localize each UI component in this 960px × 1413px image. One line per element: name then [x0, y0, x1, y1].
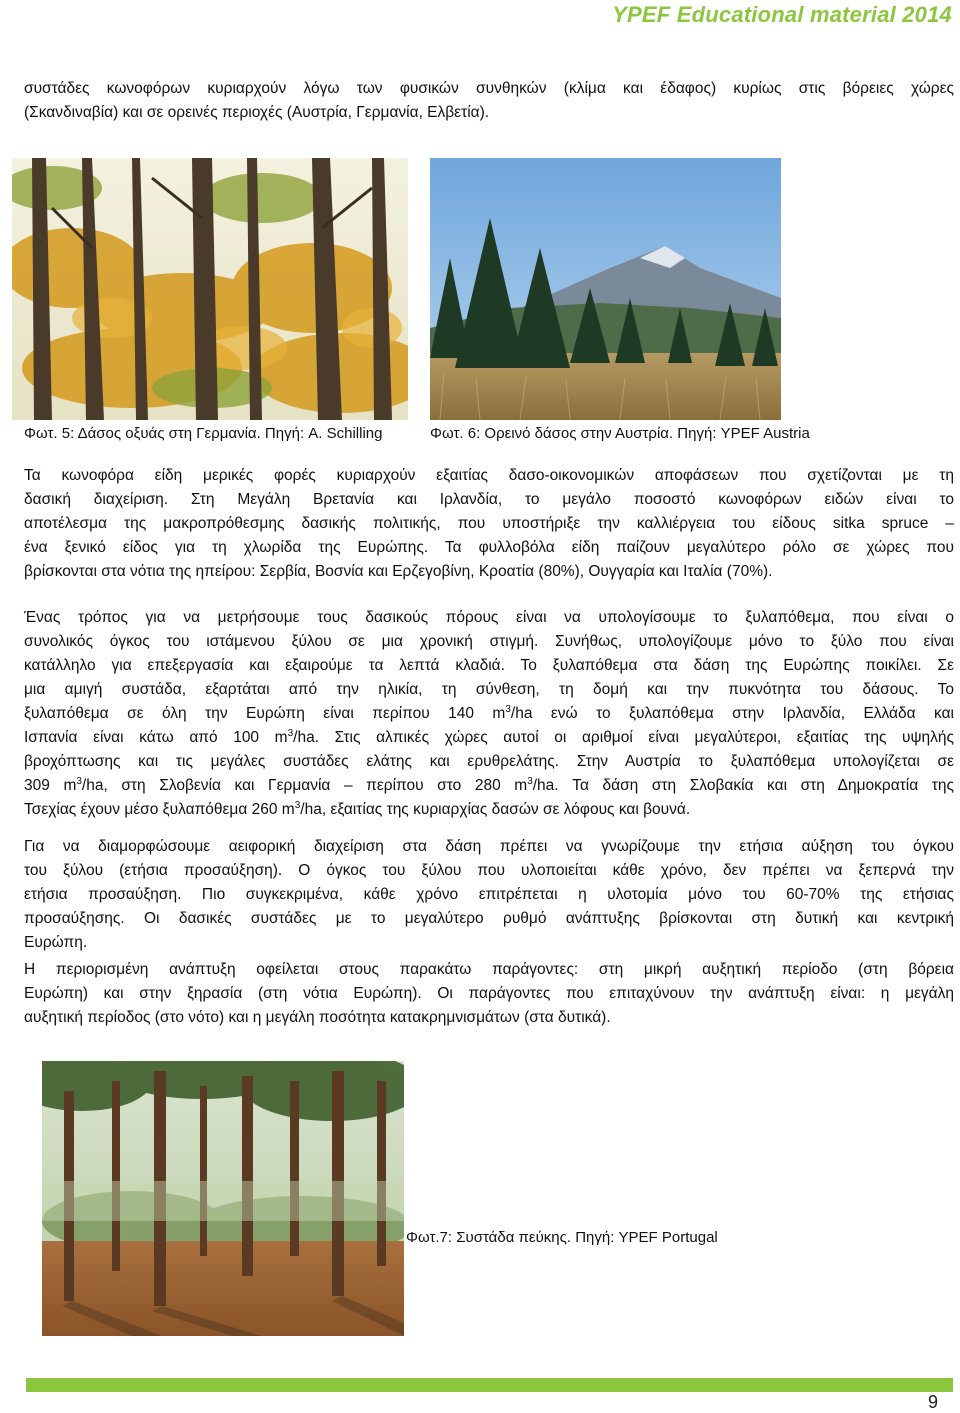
- text-line: συστάδες κωνοφόρων κυριαρχούν λόγω των φυσικών συνθηκών (κλίμα και έδαφος) κυρίως στις βόρειες χώρες: [24, 80, 954, 97]
- text-line: 309 $m^3/ha$, στη Σλοβενία και Γερμανία – περίπου στο 280 $m^3/ha$. Τα δάση στη Σλοβακία και στη Δημοκρατία της: [24, 776, 954, 794]
- text-line: ξυλαπόθεμα σε όλη την Ευρώπη είναι περίπου 140 $m^3/ha$ ενώ το ξυλαπόθεμα στην Ιρλανδία, Ελλάδα και: [24, 704, 954, 722]
- paragraph: [24, 464, 954, 584]
- photo-mountain-forest: [430, 158, 781, 420]
- text-line: προσαύξησης. Οι δασικές συστάδες με το μεγαλύτερο ρυθμό ανάπτυξης βρίσκονται στη δυτική και κεντρική: [24, 910, 954, 927]
- text-line: Τσεχίας έχουν μέσο ξυλαπόθεμα 260 $m^3/ha$, εξαιτίας της κυριαρχίας δασών σε λόφους και βουνά.: [24, 800, 691, 818]
- text-line: Τα κωνοφόρα είδη μερικές φορές κυριαρχούν εξαιτίας δασο-οικονομικών αποφάσεων που σχετίζονται με τη: [24, 467, 954, 484]
- text-line: Ευρώπη.: [24, 934, 88, 951]
- text-line: βροχόπτωσης και τις μεγάλες συστάδες ελάτης και ερυθρελάτης. Στην Αυστρία το ξυλαπόθεμα υπολογίζεται σε: [24, 753, 954, 770]
- page-number: 9: [927, 1392, 938, 1412]
- photo-pine-stand: [42, 1061, 404, 1336]
- text-line: μια αμιγή συστάδα, εξαρτάται από την ηλικία, τη σύνθεση, τη δομή και την πυκνότητα του δάσους. Το: [24, 681, 954, 698]
- text-line: αποτέλεσμα της μακροπρόθεσμης δασικής πολιτικής, που υποστήριξε την καλλιέργεια του είδους sitka spruce –: [24, 515, 954, 532]
- text-line: κατάλληλο για επεξεργασία και εξαιρούμε τα λεπτά κλαδιά. Το ξυλαπόθεμα στα δάση της Ευρώπης ποικίλει. Σε: [24, 657, 954, 674]
- text-line: Η περιορισμένη ανάπτυξη οφείλεται στους παρακάτω παράγοντες: στη μικρή αυξητική περίοδο (στη βόρεια: [24, 961, 954, 978]
- text-line: συνολικός όγκος του ιστάμενου ξύλου σε μια χρονική στιγμή. Συνήθως, υπολογίζουμε μόνο το ξύλο που είναι: [24, 633, 954, 650]
- text-line: ένα ξενικό είδος για τη χλωρίδα της Ευρώπης. Τα φυλλοβόλα είδη παίζουν μεγαλύτερο ρόλο σε χώρες που: [24, 539, 954, 556]
- text-line: Ισπανία είναι κάτω από 100 $m^3/ha$. Στις αλπικές χώρες αυτοί οι αριθμοί είναι μεγαλύτεροι, εξαιτίας της υψηλής: [24, 728, 955, 746]
- text-line: Ένας τρόπος για να μετρήσουμε τους δασικούς πόρους είναι να υπολογίσουμε το ξυλαπόθεμα, που είναι ο: [24, 609, 954, 626]
- footer-bar: [26, 1378, 953, 1392]
- photo-beech-forest: [12, 158, 408, 420]
- intro-paragraph: [24, 77, 954, 125]
- text-line: Ευρώπη) και στην ξηρασία (στη νότια Ευρώπη). Οι παράγοντες που επιταχύνουν την ανάπτυξη είναι: η μεγάλη: [24, 985, 954, 1002]
- text-line: (Σκανδιναβία) και σε ορεινές περιοχές (Αυστρία, Γερμανία, Ελβετία).: [24, 104, 490, 121]
- text-line: βρίσκονται στα νότια της ηπείρου: Σερβία, Βοσνία και Ερζεγοβίνη, Κροατία (80%), Ουγγαρία και Ιταλία (70%).: [24, 563, 773, 580]
- paragraph: [24, 835, 954, 955]
- paragraph: [24, 958, 954, 1030]
- photo-caption: Φωτ.7: Συστάδα πεύκης. Πηγή: YPEF Portugal: [406, 1229, 718, 1246]
- photo-caption: Φωτ. 6: Ορεινό δάσος στην Αυστρία. Πηγή: YPEF Austria: [430, 425, 810, 442]
- paragraph: [24, 606, 954, 822]
- text-line: δασική διαχείριση. Στη Μεγάλη Βρετανία και Ιρλανδία, το μεγάλο ποσοστό κωνοφόρων ειδών είναι το: [24, 491, 954, 508]
- text-line: Για να διαμορφώσουμε αειφορική διαχείριση στα δάση πρέπει να γνωρίζουμε την ετήσια αύξηση του όγκου: [24, 838, 954, 855]
- photo-caption: Φωτ. 5: Δάσος οξυάς στη Γερμανία. Πηγή: A. Schilling: [24, 425, 383, 442]
- header-title: YPEF Educational material 2014: [612, 2, 952, 27]
- text-line: αυξητική περίοδος (στο νότο) και η μεγάλη ποσότητα κατακρημνισμάτων (στα δυτικά).: [24, 1009, 611, 1026]
- text-line: του ξύλου (ετήσια προσαύξηση). Ο όγκος του ξύλου που υλοποιείται κάθε χρόνο, δεν πρέπει να ξεπερνά την: [24, 862, 954, 879]
- text-line: ετήσια προσαύξηση. Πιο συγκεκριμένα, κάθε χρόνο επιτρέπεται η υλοτομία μόνο του 60-70% της ετήσιας: [24, 886, 954, 903]
